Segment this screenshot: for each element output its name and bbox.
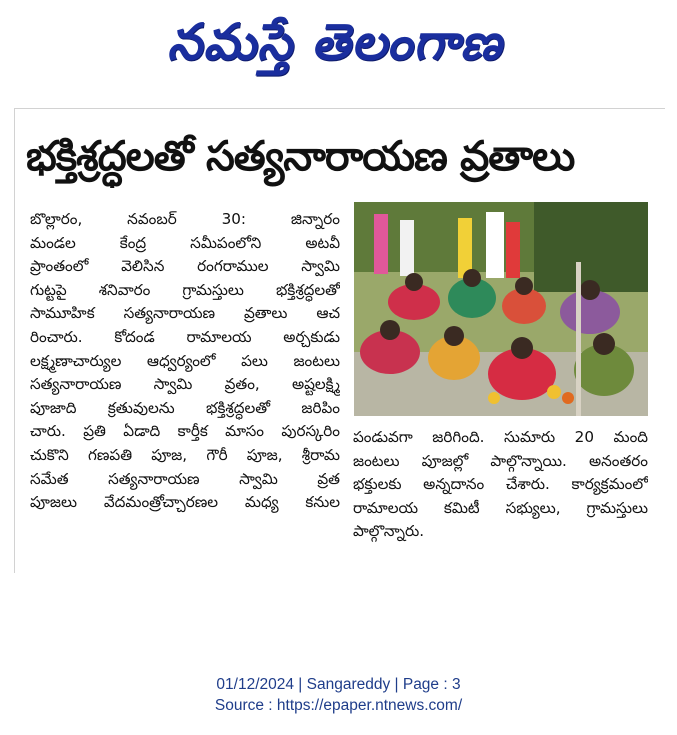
body-line: రామాలయ కమిటీ సభ్యులు, గ్రామస్తులు <box>353 498 648 517</box>
body-line: బొల్లారం, నవంబర్ 30: జిన్నారం <box>30 210 340 228</box>
newspaper-masthead <box>0 4 677 80</box>
body-line: రించారు. కోదండ రామాలయ అర్చకుడు <box>30 327 340 346</box>
body-line: పాల్గొన్నారు. <box>353 522 425 541</box>
body-line: సామూహిక సత్యనారాయణ వ్రతాలు ఆచ <box>30 304 340 323</box>
body-line: సమేత సత్యనారాయణ స్వామి వ్రత <box>30 469 340 488</box>
footer-edition-info: 01/12/2024 | Sangareddy | Page : 3 <box>216 676 461 693</box>
body-line: భక్తులకు అన్నదానం చేశారు. కార్యక్రమంలో <box>353 475 648 494</box>
body-line: చుకొని గణపతి పూజ, గౌరీ పూజ, శ్రీరామ <box>30 445 340 464</box>
body-line: మండల కేంద్ర సమీపంలోని అటవీ <box>30 233 340 252</box>
masthead-title: నమస్తే తెలంగాణ <box>164 13 513 71</box>
body-line: జంటలు పూజల్లో పాల్గొన్నాయి. అనంతరం <box>353 451 648 470</box>
photo-illustration <box>354 202 648 416</box>
body-line: పూజలు వేదమంత్రోచ్చారణల మధ్య కనుల <box>30 493 340 512</box>
body-line: పండువగా జరిగింది. సుమారు 20 మంది <box>353 428 648 446</box>
body-line: పూజాది క్రతువులను భక్తిశ్రద్ధలతో జరిపిం <box>30 398 340 417</box>
body-line: ప్రాంతంలో వెలిసిన రంగరాముల స్వామి <box>30 257 340 276</box>
article-body-right-column <box>353 426 648 544</box>
body-line: లక్ష్మణాచార్యుల ఆధ్వర్యంలో పలు జంటలు <box>30 351 340 370</box>
body-line: చారు. ప్రతి ఏడాది కార్తీక మాసం పురస్కరిం <box>30 422 340 441</box>
article-body-left-column <box>30 208 340 515</box>
footer-source-link[interactable]: Source : https://epaper.ntnews.com/ <box>214 697 463 714</box>
article-photo <box>354 202 648 416</box>
body-line: సత్యనారాయణ స్వామి వ్రతం, అష్టలక్ష్మి <box>30 375 340 394</box>
article-headline: భక్తిశ్రద్ధలతో సత్యనారాయణ వ్రతాలు <box>26 132 575 180</box>
body-line: గుట్టపై శనివారం గ్రామస్తులు భక్తిశ్రద్ధలతో <box>30 280 340 299</box>
